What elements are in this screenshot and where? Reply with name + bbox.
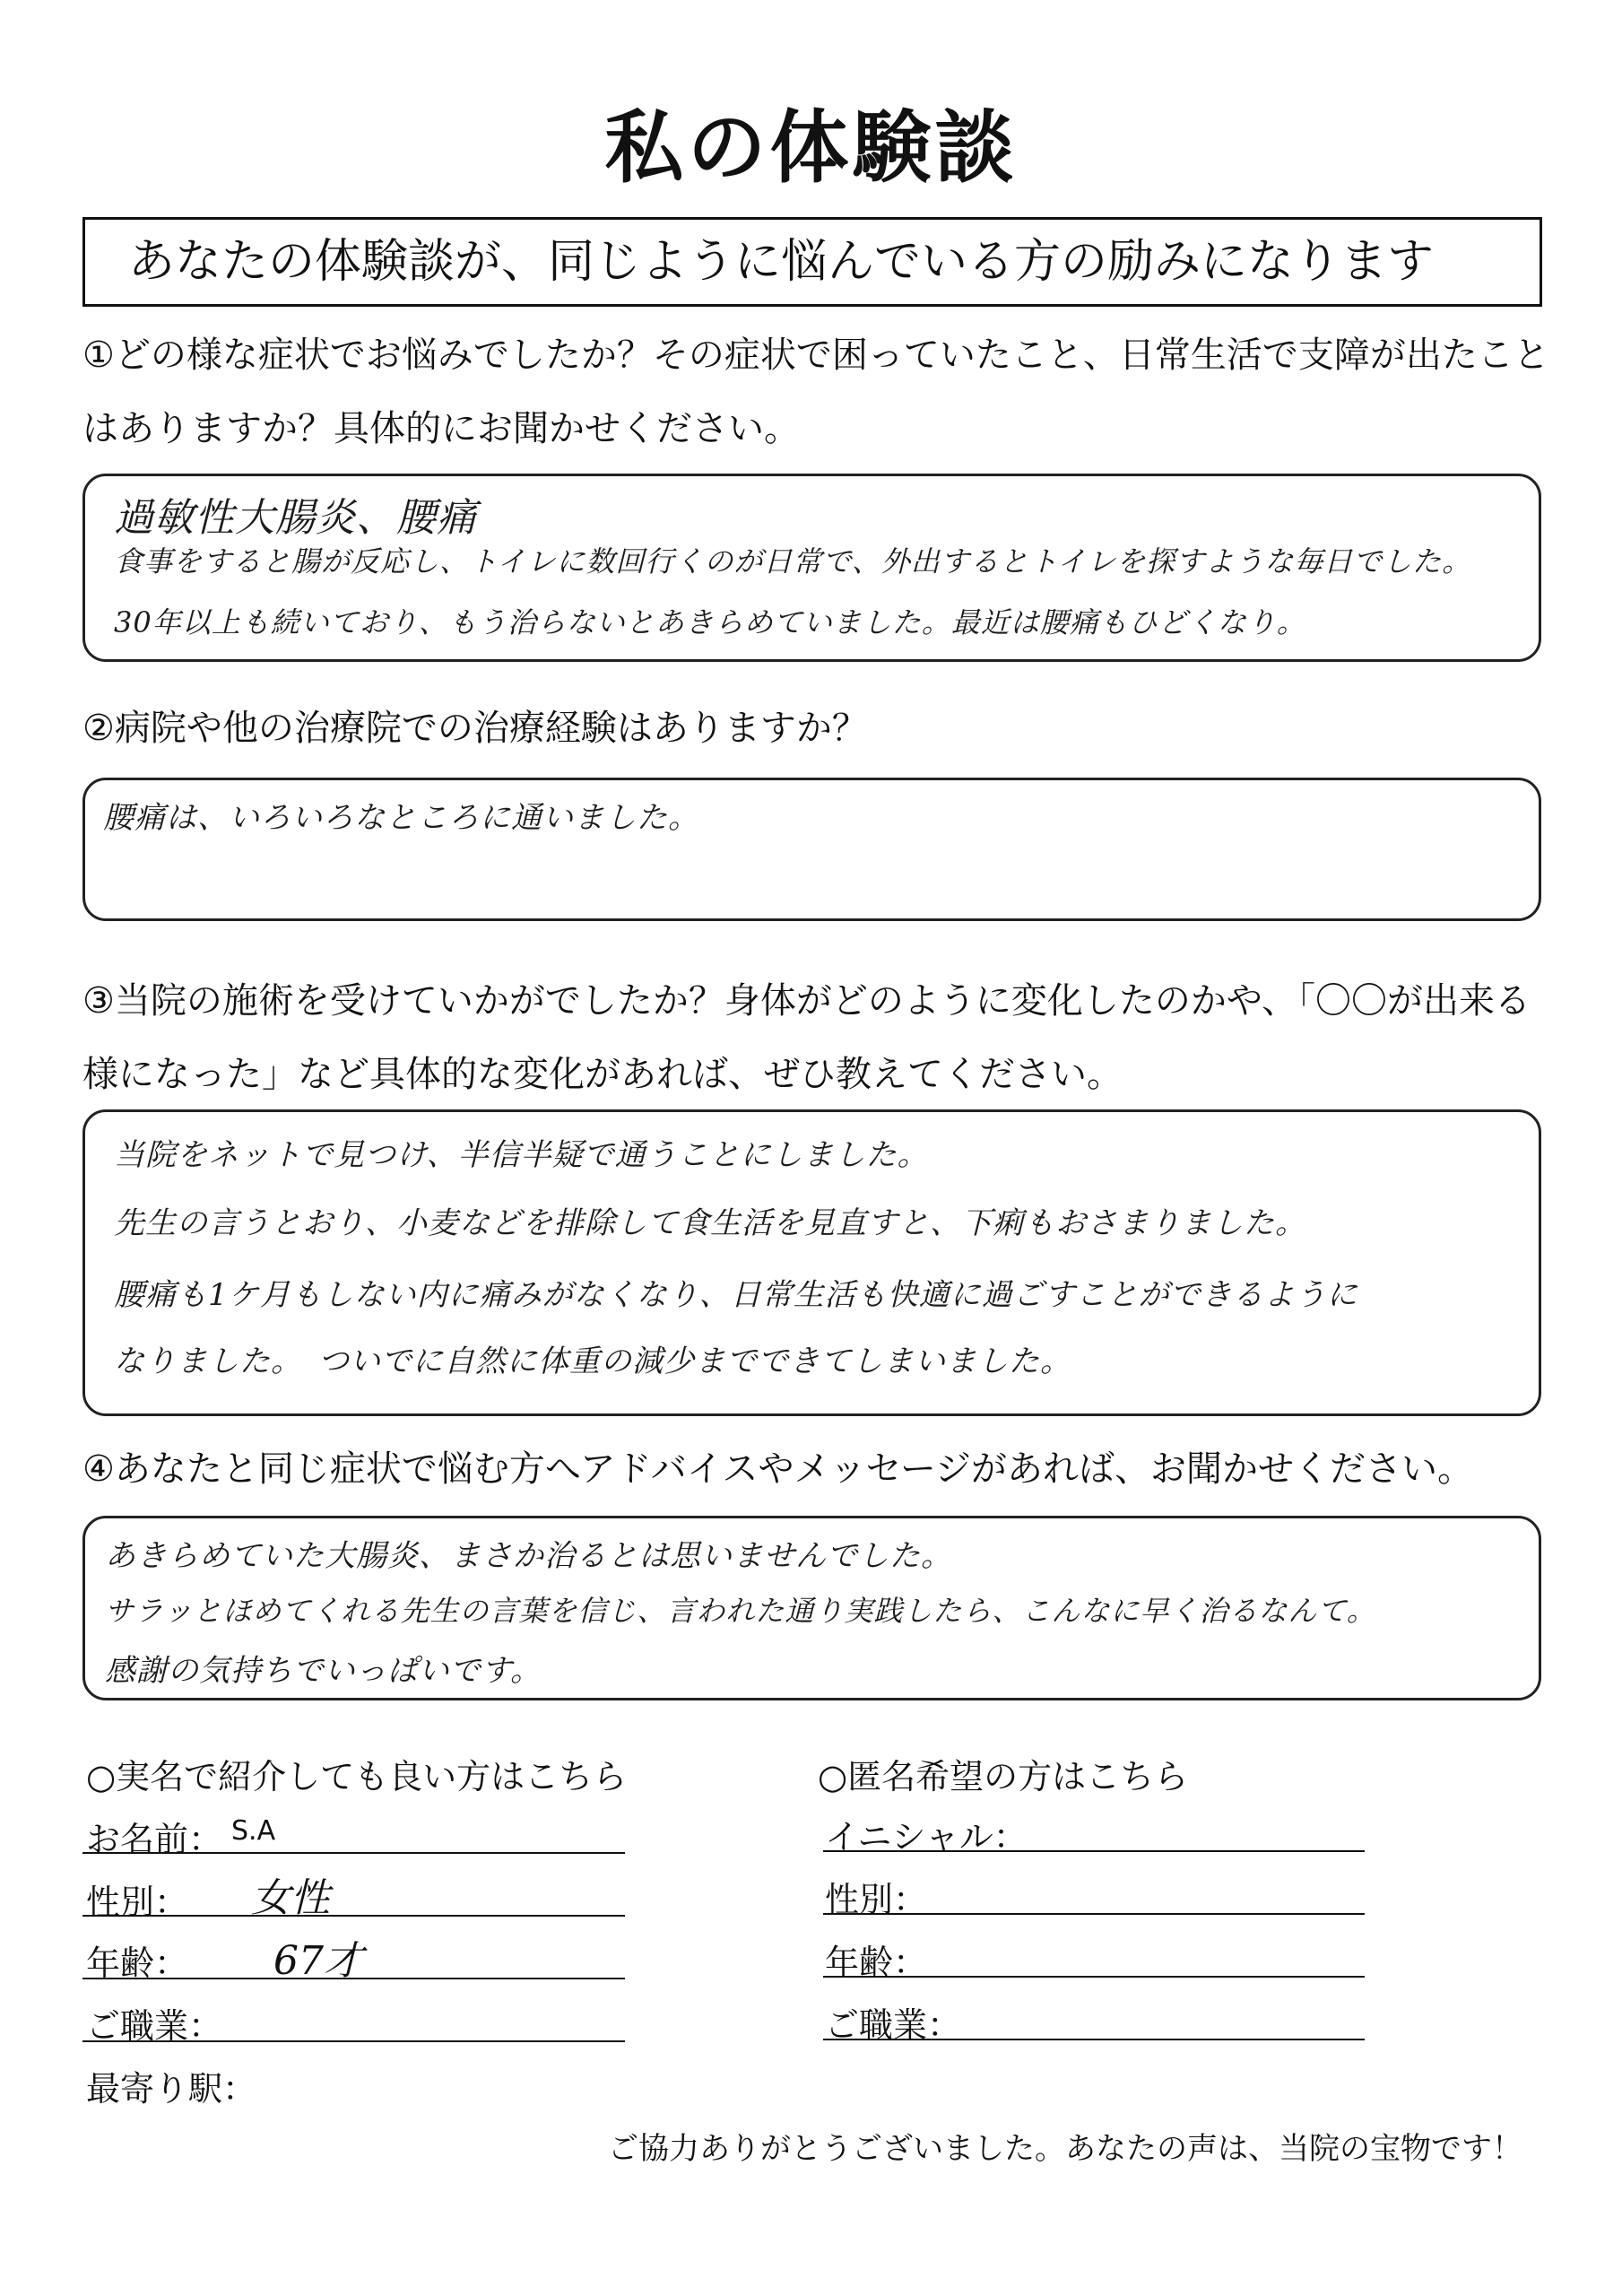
age-value: 67才 [273,1938,363,1984]
question-1-line-2: はありますか？具体的にお聞かせください。 [82,408,800,449]
question-1-line-1: ①どの様な症状でお悩みでしたか？その症状で困っていたこと、日常生活で支障が出たこと [82,335,1549,376]
question-3-line-2: 様になった」など具体的な変化があれば、ぜひ教えてください。 [82,1054,1123,1095]
gender-underline [82,1915,625,1917]
realname-heading: ○実名で紹介しても良い方はこちら [86,1757,628,1796]
job-label: ご職業： [86,2006,223,2046]
anon-age-underline [823,1976,1365,1978]
name-underline [82,1852,625,1854]
gender-label: 性別： [86,1883,189,1922]
answer-4-line-3: 感謝の気持ちでいっぱいです。 [105,1653,542,1689]
station-label: 最寄り駅： [86,2069,257,2109]
age-underline [82,1978,625,1979]
job-underline [82,2040,625,2042]
anonymous-heading: ○匿名希望の方はこちら [818,1757,1189,1796]
question-4 [82,1432,1553,1506]
answer-box-2 [82,778,1541,921]
initial-label: イニシャル： [825,1817,1028,1857]
question-2-line-1: ②病院や他の治療院での治療経験はありますか？ [82,708,868,749]
subtitle-box [82,217,1542,307]
initial-underline [823,1850,1365,1852]
answer-3-line-4: なりました。 ついでに自然に体重の減少までできてしまいました。 [114,1344,1071,1379]
footer-thanks: ご協力ありがとうございました。あなたの声は、当院の宝物です！ [608,2131,1522,2167]
answer-box-1 [82,474,1541,662]
subtitle-text: あなたの体験談が、同じように悩んでいる方の励みになります [128,235,1435,289]
answer-3-line-2: 先生の言うとおり、小麦などを排除して食生活を見直すと、下痢もおさまりました。 [114,1205,1306,1241]
answer-1-line-1: 過敏性大腸炎、腰痛 [114,495,477,541]
anon-gender-label: 性別： [825,1880,928,1919]
answer-box-3 [82,1109,1541,1416]
anon-job-underline [823,2039,1365,2040]
question-3-line-1: ③当院の施術を受けていかがでしたか？身体がどのように変化したのかや、「〇〇が出来る [82,980,1531,1022]
anon-age-label: 年齢： [825,1943,928,1982]
name-label: お名前： [86,1820,223,1859]
gender-value: 女性 [251,1875,330,1921]
answer-3-line-3: 腰痛も1ケ月もしない内に痛みがなくなり、日常生活も快適に過ごすことができるように [114,1277,1358,1313]
answer-1-line-2: 食事をすると腸が反応し、トイレに数回行くのが日常で、外出するとトイレを探すような毎日でした。 [114,544,1472,578]
answer-2-line-1: 腰痛は、いろいろなところに通いました。 [103,800,699,836]
answer-4-line-1: あきらめていた大腸炎、まさか治るとは思いませんでした。 [105,1538,952,1574]
age-label: 年齢： [86,1944,189,1983]
answer-1-line-3: 30年以上も続いており、もう治らないとあきらめていました。最近は腰痛もひどくなり。 [114,605,1306,639]
anon-gender-underline [823,1913,1365,1915]
anon-job-label: ご職業： [825,2005,962,2045]
name-value: S.A [231,1815,276,1847]
answer-4-line-2: サラッとほめてくれる先生の言葉を信じ、言われた通り実践したら、こんなに早く治るなんて。 [105,1594,1376,1628]
question-1 [82,318,1553,465]
page-title: 私の体験談 [604,101,1018,194]
question-2 [82,691,1553,765]
answer-3-line-1: 当院をネットで見つけ、半信半疑で通うことにしました。 [114,1137,929,1173]
answer-box-4 [82,1516,1541,1700]
question-3 [82,964,1553,1111]
question-4-line-1: ④あなたと同じ症状で悩む方へアドバイスやメッセージがあれば、お聞かせください。 [82,1448,1474,1490]
